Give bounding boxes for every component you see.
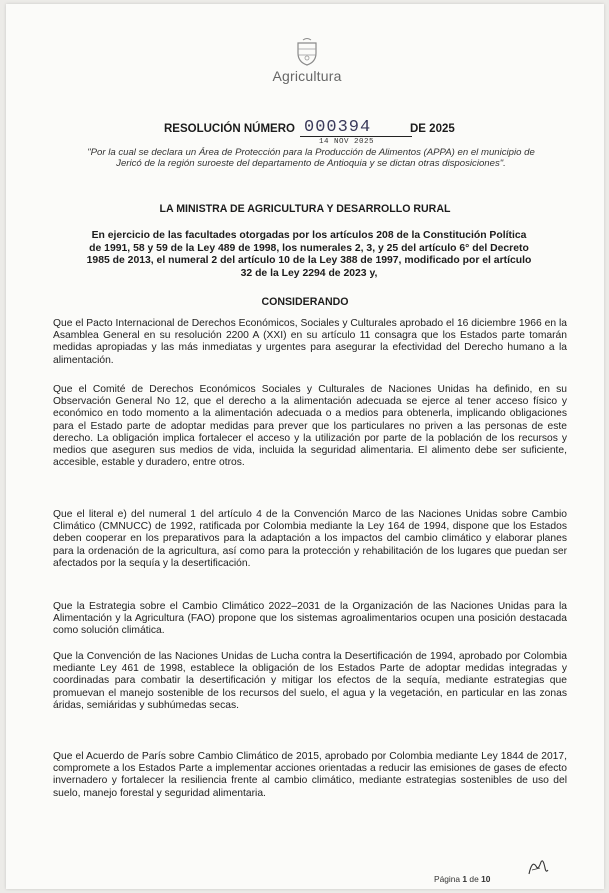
- resolution-date-stamp: 14 NOV 2025: [319, 138, 375, 146]
- initials-signature-icon: [526, 856, 550, 878]
- coat-of-arms-icon: [294, 37, 320, 67]
- page-total: 10: [481, 874, 491, 884]
- resolution-header: [164, 118, 464, 148]
- logo-text: Agricultura: [272, 68, 342, 84]
- ministry-logo: [262, 37, 352, 84]
- considering-heading: CONSIDERANDO: [261, 296, 349, 308]
- paragraph: Que la Convención de las Naciones Unidas de Lucha contra la Desertificación de 1994, aprobado por Colombia mediante Ley 461 de 1998, establece la obligación de los Estados Parte de adoptar medidas integradas y coordinadas para combatir la desertificación y mitigar los efectos de la sequía, mediante estrategias que promuevan el manejo sostenible de los recursos del suelo, el agua y la vegetación, en particular en las zonas áridas, semiáridas y subhúmedas secas.: [53, 651, 567, 711]
- resolution-year: DE 2025: [410, 123, 455, 135]
- page-counter: [434, 874, 490, 884]
- resolution-label: RESOLUCIÓN NÚMERO: [164, 123, 295, 135]
- resolution-number: 000394: [304, 118, 372, 137]
- minister-heading: LA MINISTRA DE AGRICULTURA Y DESARROLLO RURAL: [159, 203, 451, 215]
- document-page: [6, 4, 604, 889]
- resolution-underline: [300, 136, 412, 137]
- paragraph: Que el literal e) del numeral 1 del artículo 4 de la Convención Marco de las Naciones Unidas sobre Cambio Climático (CMNUCC) de 1992, ratificada por Colombia mediante la Ley 164 de 1994, dispone que los Estados deben cooperar en los preparativos para la adaptación a los impactos del cambio climático y elaborar planes para la ordenación de la agricultura, así como para la protección y rehabilitación de los lugares que puedan ser afectados por la sequía y la desertificación.: [53, 509, 567, 569]
- paragraph: Que la Estrategia sobre el Cambio Climático 2022–2031 de la Organización de las Naciones Unidas para la Alimentación y la Agricultura (FAO) propone que los sistemas agroalimentarios ocupen una posición destacada como solución climática.: [53, 601, 567, 637]
- resolution-subtitle: "Por la cual se declara un Área de Protección para la Producción de Alimentos (APPA) en el municipio de Jericó de la región suroeste del departamento de Antioquia y se dictan otras disposiciones".: [87, 147, 535, 169]
- paragraph: Que el Acuerdo de París sobre Cambio Climático de 2015, aprobado por Colombia mediante Ley 1844 de 2017, compromete a los Estados Parte a implementar acciones orientadas a reducir las emisiones de gases de efecto invernadero y fortalecer la resiliencia frente al cambio climático, mediante estrategias sostenibles de uso del suelo, manejo forestal y seguridad alimentaria.: [53, 751, 567, 799]
- page-word: Página: [434, 874, 461, 884]
- page-current: 1: [462, 874, 468, 884]
- page-of: de: [469, 874, 479, 884]
- legal-powers: En ejercicio de las facultades otorgadas por los artículos 208 de la Constitución Política de 1991, 58 y 59 de la Ley 489 de 1998, los numerales 2, 3, y 25 del artículo 6° del Decreto 1985 de 2013, el numeral 2 del artículo 10 de la Ley 388 de 1997, modificado por el artículo 32 de la Ley 2294 de 2023 y,: [86, 230, 532, 279]
- paragraph: Que el Pacto Internacional de Derechos Económicos, Sociales y Culturales aprobado el 16 diciembre 1966 en la Asamblea General en su resolución 2200 A (XXI) en su artículo 11 consagra que los Estados parte tomarán medidas apropiadas y las más inmediatas y urgentes para asegurar la efectividad del Derecho humano a la alimentación.: [53, 318, 567, 366]
- paragraph: Que el Comité de Derechos Económicos Sociales y Culturales de Naciones Unidas ha definido, en su Observación General No 12, que el derecho a la alimentación adecuada se ejerce al tener acceso físico y económico en todo momento a la alimentación adecuada o a medios para obtenerla, implicando obligaciones para el Estado parte de adoptar medidas para prever que los particulares no priven a las personas de este derecho. La obligación implica fortalecer el acceso y la utilización por parte de la población de los recursos y medios que aseguren sus medios de vida, incluida la seguridad alimentaria. El alimento debe ser suficiente, accesible, estable y duradero, entre otros.: [53, 384, 567, 469]
